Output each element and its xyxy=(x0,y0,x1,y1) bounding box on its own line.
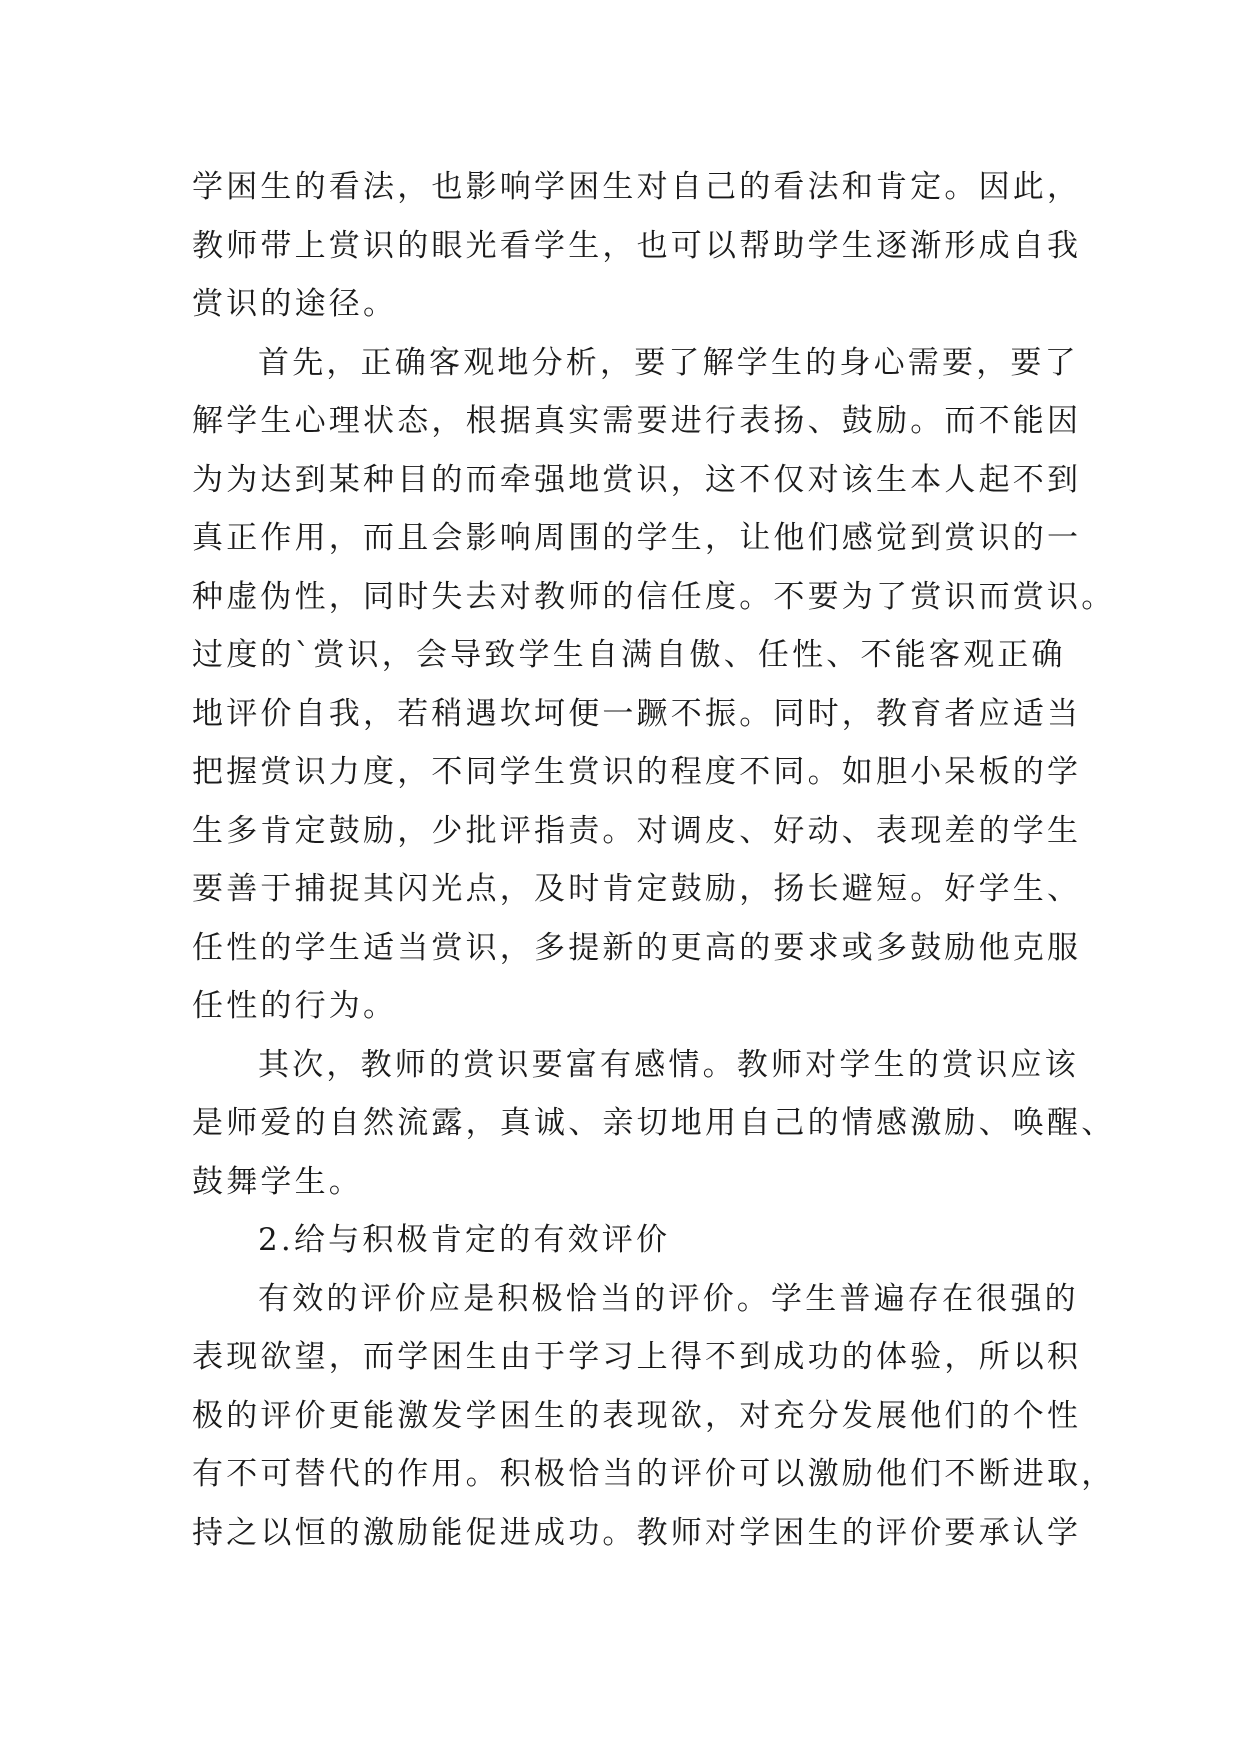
section-heading: 2.给与积极肯定的有效评价 xyxy=(258,1222,671,1258)
text-line: 为为达到某种目的而牵强地赏识，这不仅对该生本人起不到 xyxy=(192,461,1082,498)
text-line: 鼓舞学生。 xyxy=(192,1163,363,1200)
text-line: 极的评价更能激发学困生的表现欲，对充分发展他们的个性 xyxy=(192,1397,1082,1434)
paragraph-first-line: 首先，正确客观地分析，要了解学生的身心需要，要了 xyxy=(258,344,1079,381)
text-line: 任性的学生适当赏识，多提新的更高的要求或多鼓励他克服 xyxy=(192,929,1082,966)
text-line: 有不可替代的作用。积极恰当的评价可以激励他们不断进取， xyxy=(192,1456,1116,1492)
text-line: 任性的行为。 xyxy=(192,988,398,1024)
text-line: 要善于捕捉其闪光点，及时肯定鼓励，扬长避短。好学生、 xyxy=(192,871,1082,907)
text-line: 学困生的看法，也影响学困生对自己的看法和肯定。因此， xyxy=(192,169,1082,205)
text-line: 持之以恒的激励能促进成功。教师对学困生的评价要承认学 xyxy=(192,1514,1082,1551)
text-line: 过度的`赏识，会导致学生自满自傲、任性、不能客观正确 xyxy=(192,637,1066,673)
text-line: 生多肯定鼓励，少批评指责。对调皮、好动、表现差的学生 xyxy=(192,812,1082,849)
text-line: 教师带上赏识的眼光看学生，也可以帮助学生逐渐形成自我 xyxy=(192,227,1082,264)
text-line: 地评价自我，若稍遇坎坷便一蹶不振。同时，教育者应适当 xyxy=(192,695,1082,732)
text-line: 赏识的途径。 xyxy=(192,286,398,322)
text-line: 种虚伪性，同时失去对教师的信任度。不要为了赏识而赏识。 xyxy=(192,578,1116,615)
paragraph-first-line: 有效的评价应是积极恰当的评价。学生普遍存在很强的 xyxy=(258,1280,1079,1317)
text-line: 是师爱的自然流露，真诚、亲切地用自己的情感激励、唤醒、 xyxy=(192,1105,1116,1141)
text-line: 解学生心理状态，根据真实需要进行表扬、鼓励。而不能因 xyxy=(192,403,1082,439)
text-line: 真正作用，而且会影响周围的学生，让他们感觉到赏识的一 xyxy=(192,520,1082,556)
text-line: 把握赏识力度，不同学生赏识的程度不同。如胆小呆板的学 xyxy=(192,754,1082,790)
body-text xyxy=(192,158,1116,1562)
paragraph-first-line: 其次，教师的赏识要富有感情。教师对学生的赏识应该 xyxy=(258,1046,1079,1083)
text-line: 表现欲望，而学困生由于学习上得不到成功的体验，所以积 xyxy=(192,1339,1082,1375)
